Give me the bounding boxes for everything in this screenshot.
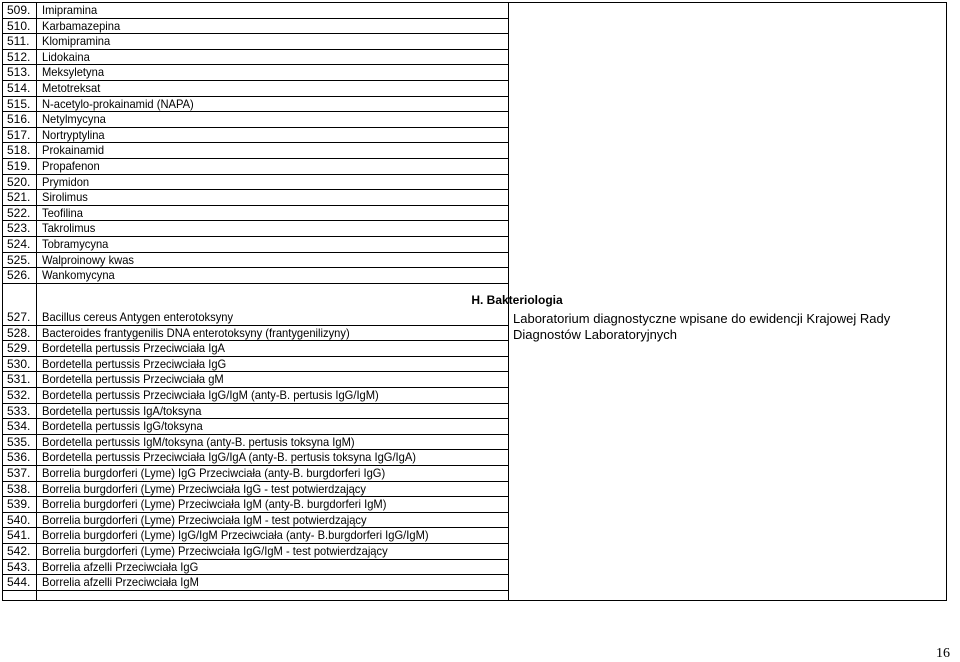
- row-name: Borrelia burgdorferi (Lyme) Przeciwciała IgM (anty-B. burgdorferi IgM): [42, 497, 387, 512]
- row-name: Bordetella pertussis Przeciwciała IgG/IgM (anty-B. pertusis IgG/IgM): [42, 388, 379, 402]
- row-number: 521.: [7, 190, 31, 205]
- row-number: 540.: [7, 512, 31, 527]
- row-number: 534.: [7, 419, 31, 434]
- row-number: 510.: [7, 18, 31, 33]
- row-number: 516.: [7, 112, 31, 127]
- row-name: Walproinowy kwas: [42, 252, 134, 267]
- page-number: 16: [936, 646, 950, 661]
- table-row: [2, 18, 508, 34]
- row-name: Meksyletyna: [42, 65, 105, 80]
- row-number: 522.: [7, 205, 31, 220]
- row-number: 509.: [7, 3, 31, 17]
- row-name: Bacillus cereus Antygen enterotoksyny: [42, 310, 234, 324]
- table-row: [2, 356, 508, 372]
- row-number: 520.: [7, 174, 31, 189]
- row-number: 537.: [7, 466, 31, 480]
- table-row: [2, 465, 508, 481]
- row-name: Metotreksat: [42, 81, 101, 95]
- row-name: Bordetella pertussis IgM/toksyna (anty-B. pertusis toksyna IgM): [42, 434, 355, 449]
- table-row: [2, 49, 508, 65]
- table-row: [2, 387, 508, 403]
- table-row: [2, 403, 508, 419]
- table-row: [2, 189, 508, 205]
- row-name: Karbamazepina: [42, 18, 121, 33]
- row-name: Bordetella pertussis Przeciwciała IgG: [42, 356, 227, 371]
- row-number: 541.: [7, 528, 31, 543]
- row-number: 511.: [7, 34, 30, 49]
- table-row: [2, 96, 508, 112]
- table-row: [2, 111, 508, 127]
- row-number: 517.: [7, 127, 31, 142]
- row-number: 526.: [7, 268, 31, 283]
- table-row: [2, 449, 508, 465]
- row-name: Wankomycyna: [42, 268, 115, 283]
- table-row: [2, 2, 508, 18]
- table-row: [2, 527, 508, 543]
- laboratory-note: Laboratorium diagnostyczne wpisane do ewidencji Krajowej Rady Diagnostów Laboratoryjnych: [513, 311, 891, 342]
- row-number: 536.: [7, 450, 31, 465]
- table-row: [2, 481, 508, 497]
- table-row: [2, 512, 508, 528]
- row-name: Bordetella pertussis Przeciwciała gM: [42, 372, 224, 387]
- row-number: 531.: [7, 372, 31, 387]
- row-name: Takrolimus: [42, 221, 96, 236]
- row-number: 515.: [7, 96, 31, 111]
- row-name: Prymidon: [42, 174, 90, 189]
- row-number: 538.: [7, 481, 31, 496]
- row-number: 514.: [7, 81, 31, 95]
- section-title: H. Bakteriologia: [471, 293, 563, 307]
- row-number: 532.: [7, 388, 31, 402]
- row-name: Bordetella pertussis Przeciwciała IgG/IgA (anty-B. pertusis toksyna IgG/IgA): [42, 450, 417, 465]
- table-row: [2, 340, 508, 356]
- row-name: Propafenon: [42, 159, 100, 173]
- row-name: Borrelia burgdorferi (Lyme) IgG/IgM Przeciwciała (anty- B.burgdorferi IgG/IgM): [42, 528, 429, 543]
- row-name: Imipramina: [42, 3, 98, 17]
- table-row: [2, 142, 508, 158]
- row-name: Borrelia burgdorferi (Lyme) Przeciwciała IgG - test potwierdzający: [42, 481, 366, 496]
- row-number: 525.: [7, 252, 31, 267]
- row-number: 527.: [7, 310, 31, 324]
- table-row: [2, 309, 508, 325]
- table-row: [2, 252, 508, 268]
- row-name: Teofilina: [42, 205, 83, 220]
- row-name: Borrelia afzelli Przeciwciała IgM: [42, 575, 199, 590]
- table-row: [2, 543, 508, 559]
- table-row: [2, 325, 508, 341]
- table-row: [2, 158, 508, 174]
- table-row: [2, 371, 508, 387]
- row-name: Borrelia burgdorferi (Lyme) Przeciwciała IgM - test potwierdzający: [42, 512, 367, 527]
- table-row: [2, 574, 508, 590]
- table-row: [2, 418, 508, 434]
- row-number: 528.: [7, 325, 31, 340]
- row-number: 539.: [7, 497, 31, 512]
- table-row: [2, 434, 508, 450]
- table-row: [2, 236, 508, 252]
- row-name: Tobramycyna: [42, 237, 109, 251]
- row-name: Bordetella pertussis Przeciwciała IgA: [42, 341, 225, 356]
- table-row: [2, 205, 508, 221]
- row-number: 530.: [7, 356, 31, 371]
- row-number: 524.: [7, 237, 31, 251]
- row-name: Borrelia burgdorferi (Lyme) IgG Przeciwciała (anty-B. burgdorferi IgG): [42, 466, 386, 480]
- row-number: 535.: [7, 434, 31, 449]
- table-row: [2, 267, 508, 283]
- row-name: Bordetella pertussis IgG/toksyna: [42, 419, 203, 434]
- table-row: [2, 174, 508, 190]
- row-number: 529.: [7, 341, 31, 356]
- row-number: 513.: [7, 65, 31, 80]
- table-row: [2, 127, 508, 143]
- row-name: Lidokaina: [42, 49, 90, 64]
- table-row: [2, 33, 508, 49]
- table-row: [2, 496, 508, 512]
- row-name: Bacteroides frantygenilis DNA enterotoksyny (frantygenilizyny): [42, 325, 350, 340]
- row-name: Borrelia burgdorferi (Lyme) Przeciwciała IgG/IgM - test potwierdzający: [42, 544, 388, 558]
- row-name: Bordetella pertussis IgA/toksyna: [42, 403, 202, 418]
- row-number: 533.: [7, 403, 31, 418]
- row-name: Borrelia afzelli Przeciwciała IgG: [42, 559, 199, 574]
- row-number: 542.: [7, 544, 31, 558]
- table-row: [2, 80, 508, 96]
- row-number: 512.: [7, 49, 31, 64]
- row-number: 544.: [7, 575, 31, 590]
- row-name: Prokainamid: [42, 143, 105, 158]
- table-row: [2, 559, 508, 575]
- row-number: 519.: [7, 159, 31, 173]
- row-name: Sirolimus: [42, 190, 88, 205]
- row-name: Klomipramina: [42, 34, 111, 49]
- row-name: Nortryptylina: [42, 127, 105, 142]
- row-number: 543.: [7, 559, 31, 574]
- row-name: Netylmycyna: [42, 112, 106, 127]
- row-name: N-acetylo-prokainamid (NAPA): [42, 96, 194, 111]
- row-number: 523.: [7, 221, 31, 236]
- row-number: 518.: [7, 143, 31, 158]
- table-row: [2, 220, 508, 236]
- table-row: [2, 64, 508, 80]
